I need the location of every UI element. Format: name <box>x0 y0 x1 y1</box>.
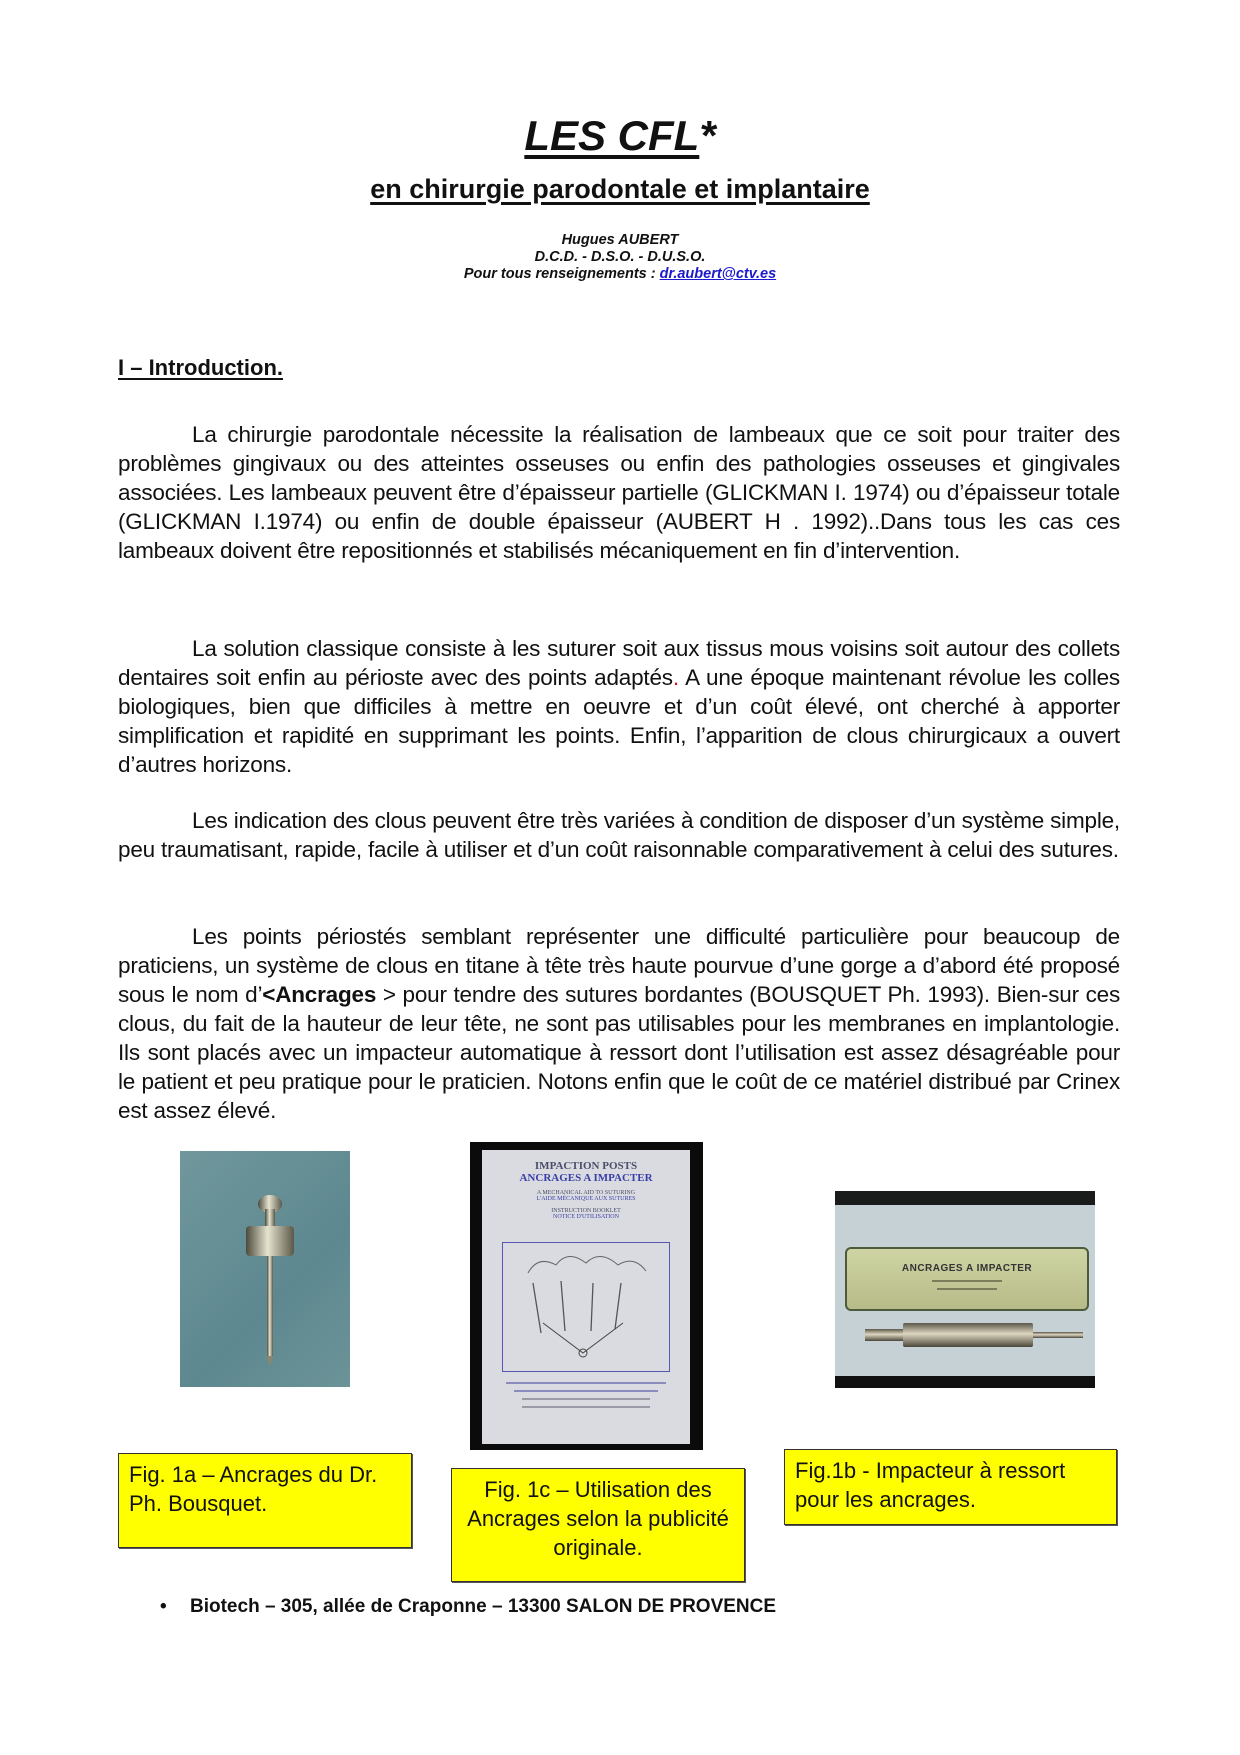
photo-bottom-edge <box>835 1376 1095 1388</box>
paragraph-2-part-1: La solution classique consiste à les suturer soit aux tissus mous voisins soit autour des collets dentaires soit enfin au périoste avec des points adaptés <box>118 636 1120 690</box>
contact-line <box>0 266 1240 283</box>
footnote <box>160 1596 776 1618</box>
caption-fig-1b: Fig.1b - Impacteur à ressort pour les ancrages. <box>784 1449 1117 1525</box>
paragraph-2-part-2: A une époque maintenant révolue les colles biologiques, bien que difficiles à mettre en oeuvre et d’un coût élevé, ont cherché à apporter simplification et rapidité en supprimant les points. Enfin, l’apparition de clous chirurgicaux a ouvert d’autres horizons. <box>118 665 1120 777</box>
bullet-icon: • <box>160 1596 167 1617</box>
impacter-tool-icon <box>865 1321 1085 1351</box>
brochure-sub-en: A MECHANICAL AID TO SUTURING <box>536 1190 636 1196</box>
red-period: . <box>672 665 686 690</box>
author-name: Hugues AUBERT <box>561 232 679 248</box>
document-subtitle: en chirurgie parodontale et implantaire <box>370 174 870 204</box>
paragraph-4-part-1: Les points périostés semblant représenter une difficulté particulière pour beaucoup de praticiens, un système de clous en titane à tête très haute pourvue d’une gorge a d’abord été proposé sous le nom d’ <box>118 924 1120 1007</box>
caption-fig-1a: Fig. 1a – Ancrages du Dr. Ph. Bousquet. <box>118 1453 412 1548</box>
paragraph-1: La chirurgie parodontale nécessite la réalisation de lambeaux que ce soit pour traiter des problèmes gingivaux ou des atteintes osseuses ou enfin des pathologies osseuses et gingivales associées. Les lambeaux peuvent être d’épaisseur partielle (GLICKMAN I. 1974) ou d’épaisseur totale (GLICKMAN I.1974) ou enfin de double épaisseur (AUBERT H . 1992)..Dans tous les cas ces lambeaux doivent être repositionnés et stabilisés mécaniquement en fin d’intervention. <box>118 422 1120 563</box>
section-heading: I – Introduction. <box>118 355 283 380</box>
ancrages-bold: <Ancrages <box>262 982 377 1007</box>
impacter-case <box>845 1247 1089 1311</box>
title-text: LES CFL <box>524 112 700 159</box>
teeth-illustration <box>502 1242 670 1372</box>
impacter-case-label: ANCRAGES A IMPACTER <box>901 1263 1033 1274</box>
document-title <box>0 112 1240 160</box>
brochure-title-en: IMPACTION POSTS <box>534 1160 638 1172</box>
paragraph-4 <box>118 922 1120 1125</box>
brochure <box>482 1150 690 1444</box>
brochure-booklet-en: INSTRUCTION BOOKLET <box>551 1208 621 1214</box>
email-link[interactable]: dr.aubert@ctv.es <box>659 266 777 282</box>
brochure-small-print <box>496 1376 676 1426</box>
paragraph-3: Les indication des clous peuvent être très variées à condition de disposer d’un système simple, peu traumatisant, rapide, facile à utiliser et d’un coût raisonnable comparativement à celui des sutures. <box>118 808 1120 862</box>
teeth-sketch-icon <box>503 1243 669 1371</box>
caption-fig-1c: Fig. 1c – Utilisation des Ancrages selon la publicité originale. <box>451 1468 745 1582</box>
photo-top-edge <box>835 1191 1095 1205</box>
brochure-sub-fr: L'AIDE MÉCANIQUE AUX SUTURES <box>536 1196 636 1202</box>
anchor-pin-icon <box>180 1151 350 1387</box>
contact-label: Pour tous renseignements : <box>463 266 660 282</box>
author-degrees: D.C.D. - D.S.O. - D.U.S.O. <box>534 249 706 265</box>
paragraph-4-part-2: > pour tendre des sutures bordantes (BOUSQUET Ph. 1993). Bien-sur ces clous, du fait de la hauteur de leur tête, ne sont pas utilisables pour les membranes en implantologie. Ils sont placés avec un impacteur automatique à ressort dont l’utilisation est assez désagréable pour le patient et peu pratique pour le praticien. Notons enfin que le coût de ce matériel distribué par Crinex est assez élevé. <box>118 982 1120 1123</box>
figure-1a-image <box>180 1151 350 1387</box>
brochure-title-fr: ANCRAGES A IMPACTER <box>519 1172 653 1184</box>
figure-1c-image <box>470 1142 703 1450</box>
paragraph-2 <box>118 634 1120 779</box>
title-asterisk: * <box>699 112 716 159</box>
brochure-booklet-fr: NOTICE D'UTILISATION <box>553 1214 619 1220</box>
footnote-text: Biotech – 305, allée de Craponne – 13300 SALON DE PROVENCE <box>190 1596 777 1617</box>
figure-1b-image <box>835 1191 1095 1388</box>
